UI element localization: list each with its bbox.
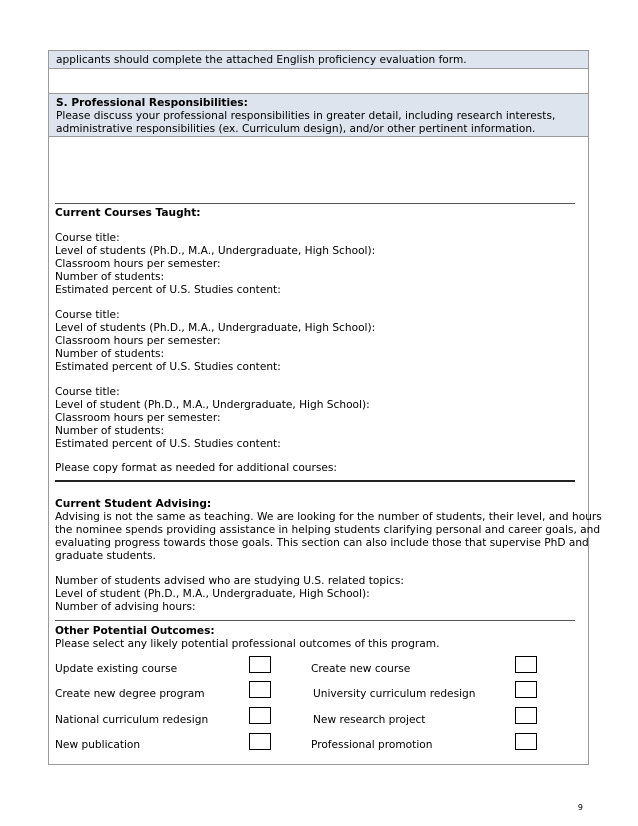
outcome-label: University curriculum redesign [313,688,476,700]
outcome-checkbox[interactable] [249,656,271,673]
course-students-label: Number of students: [55,425,165,437]
intro-row [49,51,588,69]
advising-text-3: evaluating progress towards those goals. This section can also include those that supervise PhD and [55,537,589,549]
course-percent-label: Estimated percent of U.S. Studies content: [55,284,281,296]
course-hours-label: Classroom hours per semester: [55,335,221,347]
blank-row [49,69,588,94]
outcome-label: Create new degree program [55,688,205,700]
outcome-label: Update existing course [55,663,178,675]
course-percent-label: Estimated percent of U.S. Studies content: [55,361,281,373]
outcome-label: New publication [55,739,141,751]
course-level-label: Level of students (Ph.D., M.A., Undergraduate, High School): [55,322,376,334]
advising-heading: Current Student Advising: [55,498,212,510]
course-title-label: Course title: [55,309,120,321]
copy-format-note: Please copy format as needed for additional courses: [55,462,338,474]
section-s-header [49,94,588,137]
outcome-label: Professional promotion [311,739,433,751]
course-level-label: Level of student (Ph.D., M.A., Undergraduate, High School): [55,399,370,411]
advising-hours-label: Number of advising hours: [55,601,196,613]
course-title-label: Course title: [55,232,120,244]
divider [55,480,575,482]
advising-text-4: graduate students. [55,550,156,562]
outcome-checkbox[interactable] [249,707,271,724]
outcome-checkbox[interactable] [249,681,271,698]
section-s-text-1: Please discuss your professional responsibilities in greater detail, including research interests, [56,110,556,122]
course-students-label: Number of students: [55,271,165,283]
outcome-checkbox[interactable] [249,733,271,750]
course-level-label: Level of students (Ph.D., M.A., Undergraduate, High School): [55,245,376,257]
courses-heading: Current Courses Taught: [55,207,201,219]
course-hours-label: Classroom hours per semester: [55,258,221,270]
outcome-checkbox[interactable] [515,656,537,673]
outcomes-instruction: Please select any likely potential professional outcomes of this program. [55,638,440,650]
course-hours-label: Classroom hours per semester: [55,412,221,424]
section-s-heading: S. Professional Responsibilities: [56,97,248,109]
advised-level-label: Level of student (Ph.D., M.A., Undergraduate, High School): [55,588,370,600]
page-number: 9 [577,803,583,812]
intro-text: applicants should complete the attached English proficiency evaluation form. [56,54,467,66]
outcome-label: National curriculum redesign [55,714,209,726]
course-percent-label: Estimated percent of U.S. Studies content: [55,438,281,450]
section-s-text-2: administrative responsibilities (ex. Curriculum design), and/or other pertinent information. [56,123,536,135]
outcome-label: Create new course [311,663,411,675]
course-students-label: Number of students: [55,348,165,360]
outcome-checkbox[interactable] [515,707,537,724]
outcome-checkbox[interactable] [515,681,537,698]
advising-text-2: the nominee spends providing assistance in helping students clarifying personal and career goals, and [55,524,601,536]
advised-count-label: Number of students advised who are studying U.S. related topics: [55,575,404,587]
outcome-label: New research project [313,714,426,726]
divider [55,203,575,204]
outcome-checkbox[interactable] [515,733,537,750]
divider [55,620,575,621]
course-title-label: Course title: [55,386,120,398]
outcomes-heading: Other Potential Outcomes: [55,625,215,637]
advising-text-1: Advising is not the same as teaching. We are looking for the number of students, their level, and hours [55,511,602,523]
